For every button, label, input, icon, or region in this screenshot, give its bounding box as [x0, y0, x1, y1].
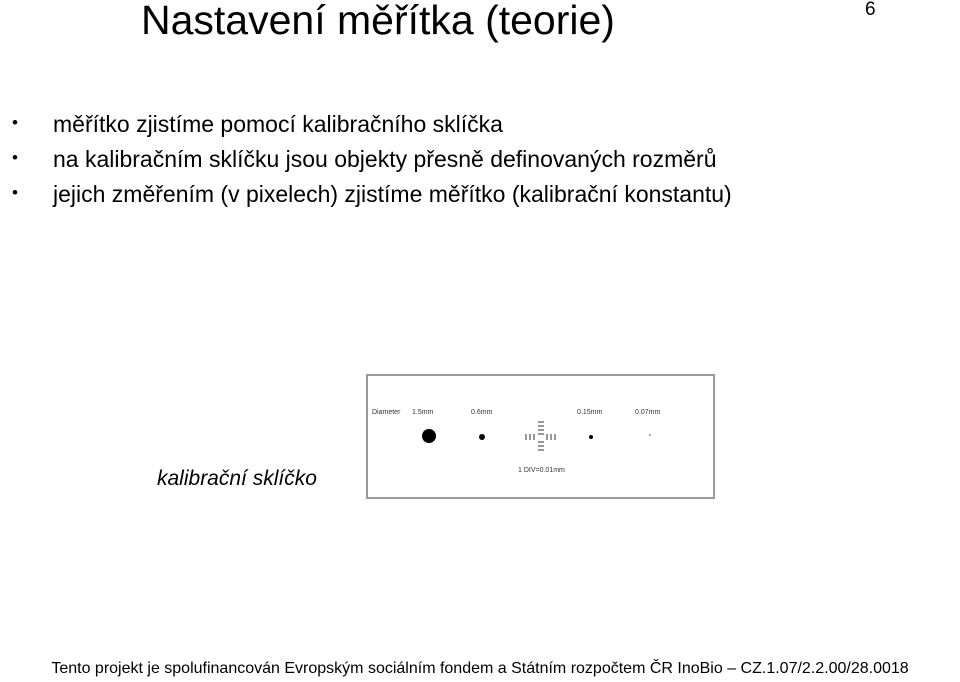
- bullet-list: [12, 110, 752, 215]
- dot-small: [589, 435, 593, 439]
- diameter-label: Diameter: [372, 409, 401, 416]
- bullet-text: na kalibračním sklíčku jsou objekty přesně definovaných rozměrů: [53, 146, 717, 172]
- slide-title: Nastavení měřítka (teorie): [141, 0, 615, 43]
- dot-label-2: 0.6mm: [471, 409, 493, 416]
- bullet-marker: •: [12, 148, 18, 167]
- calibration-slide-drawing: [368, 376, 713, 497]
- bullet-item: [12, 110, 752, 139]
- page-number: 6: [865, 0, 876, 20]
- calibration-slide-image: [366, 374, 715, 499]
- bullet-text: jejich změřením (v pixelech) zjistíme měřítko (kalibrační konstantu): [53, 181, 732, 207]
- division-label: 1 DIV=0.01mm: [518, 467, 565, 474]
- image-caption: kalibrační sklíčko: [157, 467, 317, 490]
- dot-medium: [479, 434, 485, 440]
- bullet-marker: •: [12, 113, 18, 132]
- micrometer-scale: [526, 422, 555, 450]
- dot-large: [422, 429, 436, 443]
- dot-label-4: 0.07mm: [635, 409, 661, 416]
- bullet-item: [12, 180, 752, 209]
- footer-funding-note: Tento projekt je spolufinancován Evropským sociálním fondem a Státním rozpočtem ČR InoBio – CZ.1.07/2.2.00/28.0018: [51, 660, 909, 677]
- dot-tiny: [649, 434, 651, 436]
- bullet-marker: •: [12, 183, 18, 202]
- dot-label-1: 1.5mm: [412, 409, 434, 416]
- dot-label-3: 0.15mm: [577, 409, 603, 416]
- bullet-item: [12, 145, 752, 174]
- bullet-text: měřítko zjistíme pomocí kalibračního sklíčka: [53, 111, 503, 137]
